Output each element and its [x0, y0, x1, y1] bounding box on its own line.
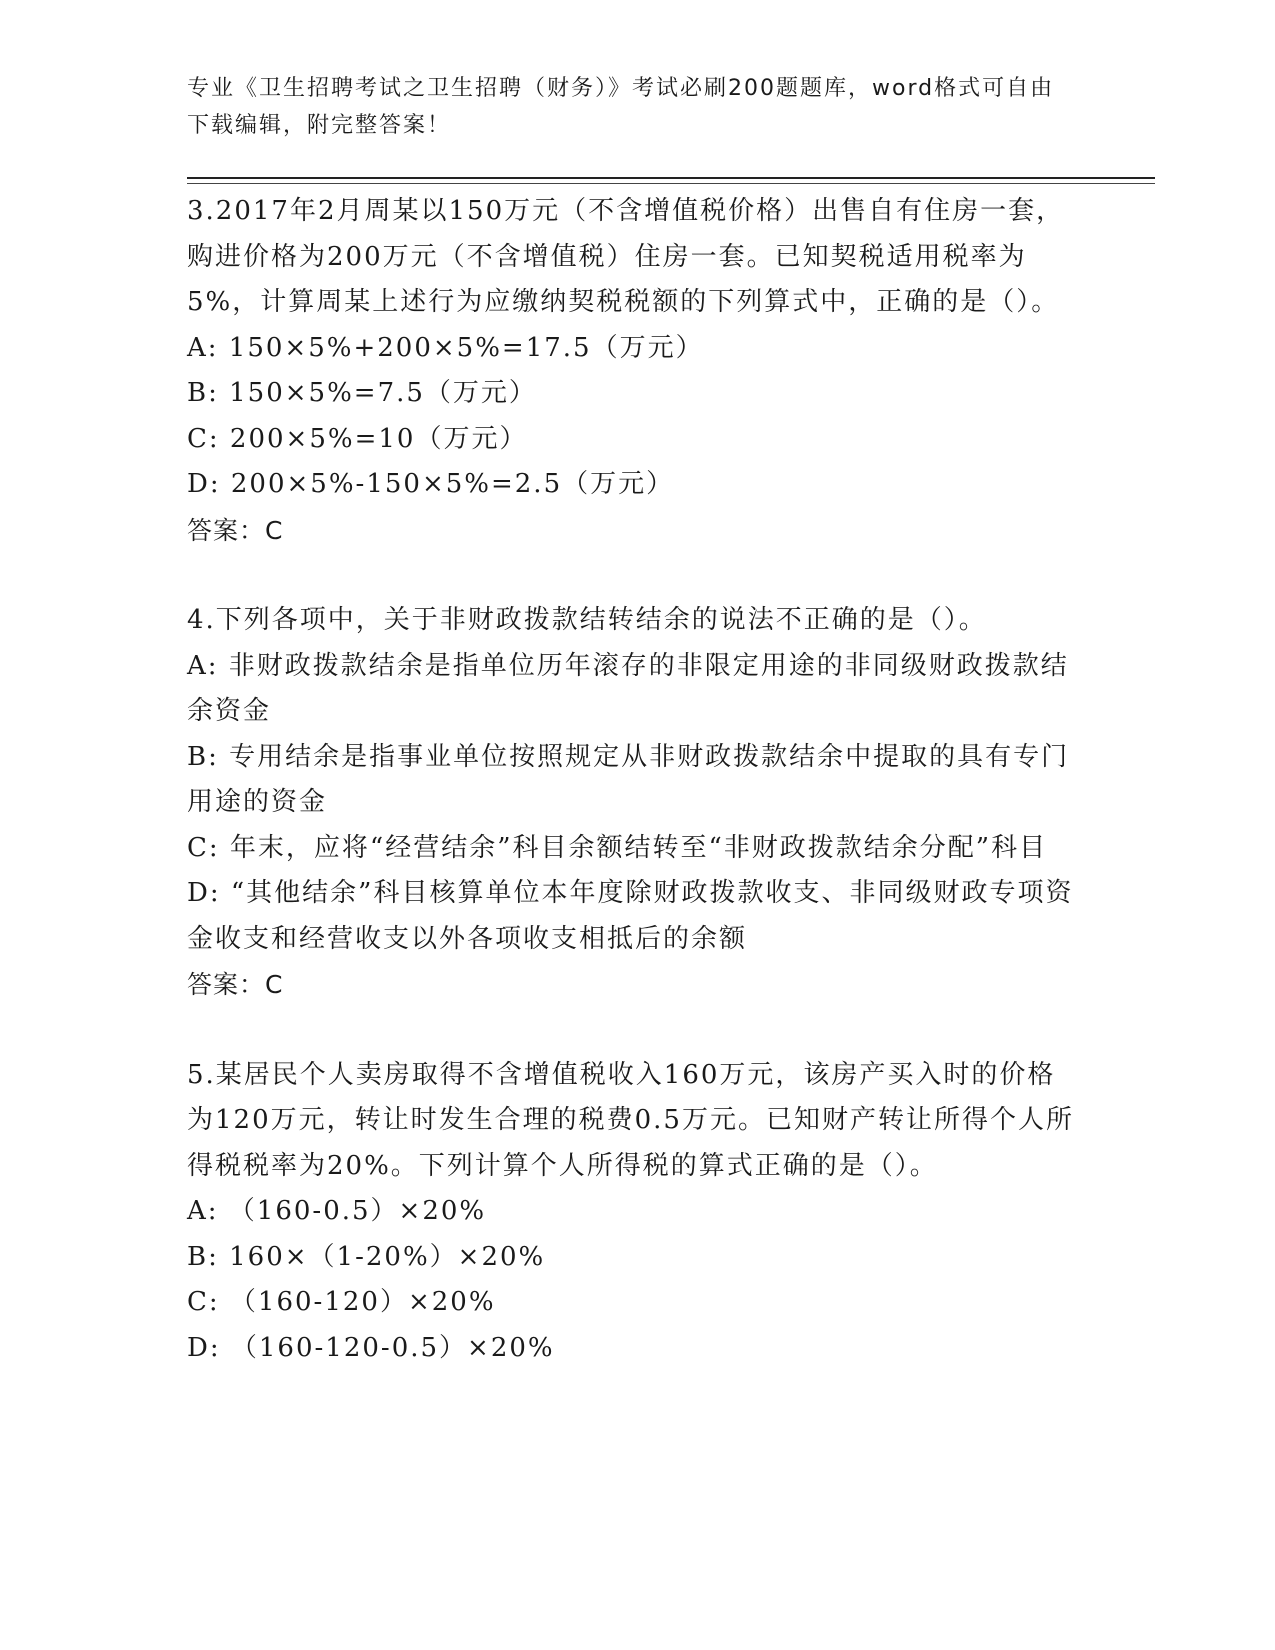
question-3 — [187, 189, 1077, 553]
option-a: A: 非财政拨款结余是指单位历年滚存的非限定用途的非同级财政拨款结余资金 — [187, 650, 1069, 726]
question-stem: 4.下列各项中，关于非财政拨款结转结余的说法不正确的是（）。 — [187, 605, 987, 635]
option-d: D: （160-120-0.5）×20% — [187, 1332, 555, 1363]
option-a: A: （160-0.5）×20% — [187, 1196, 487, 1226]
document-header — [187, 70, 1067, 144]
header-rule-thick — [187, 177, 1155, 179]
option-c: C: （160-120）×20% — [187, 1287, 496, 1317]
question-4 — [187, 598, 1077, 1008]
answer-line: 答案：C — [187, 970, 284, 999]
option-a: A: 150×5%+200×5%=17.5（万元） — [187, 332, 704, 363]
header-rule-thin — [187, 183, 1155, 184]
option-d: D: 200×5%-150×5%=2.5（万元） — [187, 469, 675, 499]
question-stem: 5.某居民个人卖房取得不含增值税收入160万元，该房产买入时的价格为120万元，转让时发生合理的税费0.5万元。已知财产转让所得个人所得税税率为20%。下列计算个人所得税的算式正确的是（）。 — [187, 1059, 1074, 1181]
answer-line: 答案：C — [187, 515, 284, 545]
option-b: B: 160×（1-20%）×20% — [187, 1241, 546, 1272]
question-5 — [187, 1053, 1077, 1372]
question-stem: 3.2017年2月周某以150万元（不含增值税价格）出售自有住房一套，购进价格为200万元（不含增值税）住房一套。已知契税适用税率为5%，计算周某上述行为应缴纳契税税额的下列算式中，正确的是（）。 — [187, 196, 1065, 317]
option-c: C: 年末，应将“经营结余”科目余额结转至“非财政拨款结余分配”科目 — [187, 832, 1048, 863]
option-b: B: 专用结余是指事业单位按照规定从非财政拨款结余中提取的具有专门用途的资金 — [187, 741, 1070, 817]
option-d: D: “其他结余”科目核算单位本年度除财政拨款收支、非同级财政专项资金收支和经营收支以外各项收支相抵后的余额 — [187, 878, 1074, 954]
option-b: B: 150×5%=7.5（万元） — [187, 378, 537, 408]
document-title: 专业《卫生招聘考试之卫生招聘（财务）》考试必刷200题题库，word格式可自由下载编辑，附完整答案！ — [187, 76, 1055, 138]
option-c: C: 200×5%=10（万元） — [187, 423, 528, 454]
question-list — [187, 189, 1077, 1416]
